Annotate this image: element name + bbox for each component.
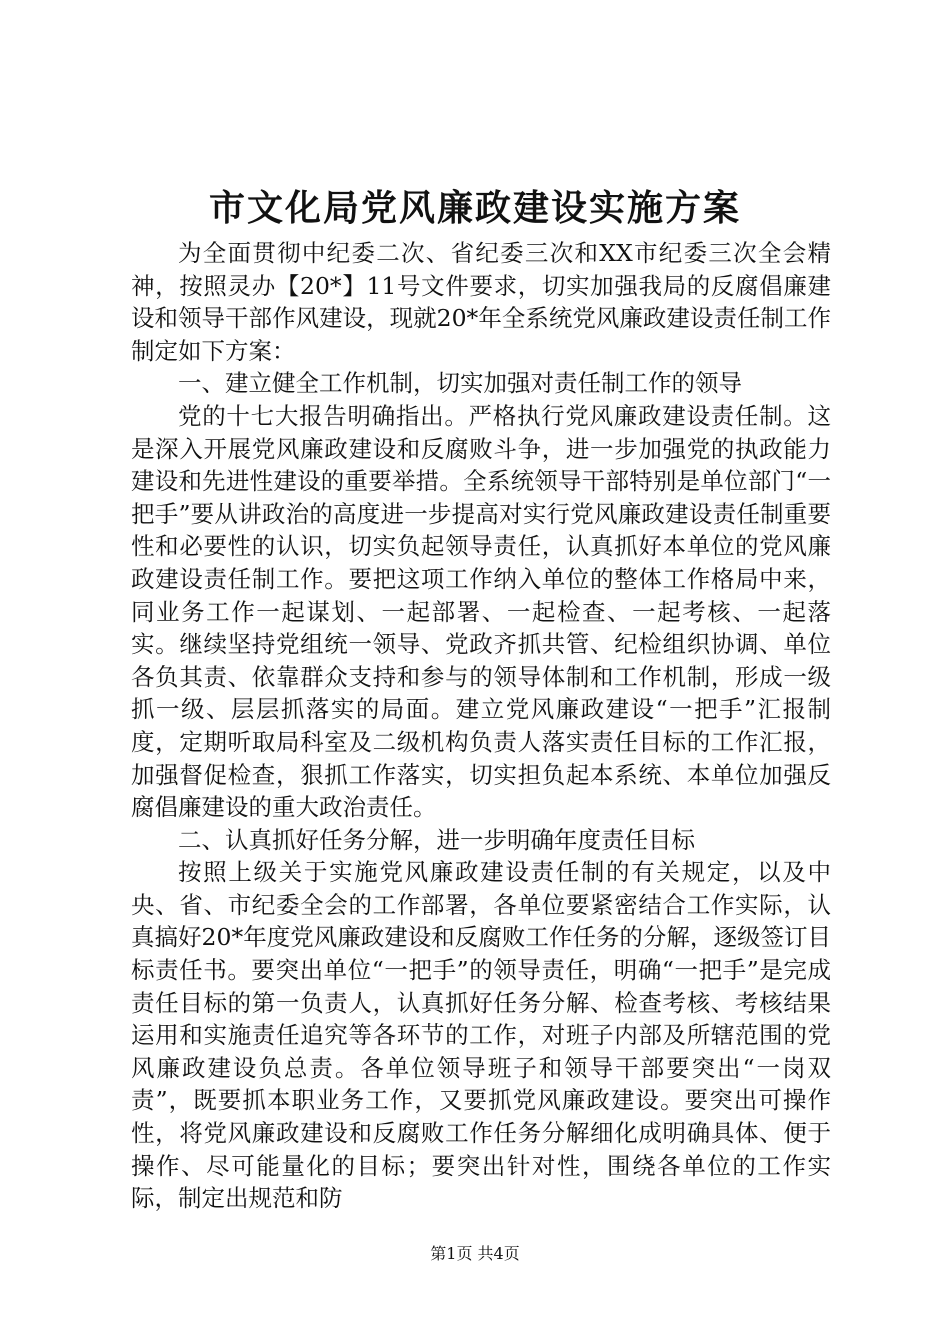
page-number-footer: 第1页 共4页 — [430, 1244, 520, 1263]
section-heading-2: 二、认真抓好任务分解，进一步明确年度责任目标 — [178, 825, 695, 854]
document-title: 市文化局党风廉政建设实施方案 — [208, 187, 741, 229]
section-heading-1: 一、建立健全工作机制，切实加强对责任制工作的领导 — [178, 369, 742, 398]
document-body — [131, 237, 831, 1215]
paragraph-section-1: 党的十七大报告明确指出。严格执行党风廉政建设责任制。这是深入开展党风廉政建设和反腐败斗争，进一步加强党的执政能力建设和先进性建设的重要举措。全系统领导干部特别是单位部门“一把手”要从讲政治的高度进一步提高对实行党风廉政建设责任制重要性和必要性的认识，切实负起领导责任，认真抓好本单位的党风廉政建设责任制工作。要把这项工作纳入单位的整体工作格局中来，同业务工作一起谋划、一起部署、一起检查、一起考核、一起落实。继续坚持党组统一领导、党政齐抓共管、纪检组织协调、单位各负其责、依靠群众支持和参与的领导体制和工作机制，形成一级抓一级、层层抓落实的局面。建立党风廉政建设“一把手”汇报制度，定期听取局科室及二级机构负责人落实责任目标的工作汇报，加强督促检查，狠抓工作落实，切实担负起本系统、本单位加强反腐倡廉建设的重大政治责任。 — [131, 401, 831, 822]
paragraph-section-2: 按照上级关于实施党风廉政建设责任制的有关规定，以及中央、省、市纪委全会的工作部署，各单位要紧密结合工作实际，认真搞好20*年度党风廉政建设和反腐败工作任务的分解，逐级签订目标责任书。要突出单位“一把手”的领导责任，明确“一把手”是完成责任目标的第一负责人，认真抓好任务分解、检查考核、考核结果运用和实施责任追究等各环节的工作，对班子内部及所辖范围的党风廉政建设负总责。各单位领导班子和领导干部要突出“一岗双责”，既要抓本职业务工作，又要抓党风廉政建设。要突出可操作性，将党风廉政建设和反腐败工作任务分解细化成明确具体、便于操作、尽可能量化的目标；要突出针对性，围绕各单位的工作实际，制定出规范和防 — [131, 858, 831, 1213]
paragraph-intro: 为全面贯彻中纪委二次、省纪委三次和XX市纪委三次全会精神，按照灵办【20*】11号文件要求，切实加强我局的反腐倡廉建设和领导干部作风建设，现就20*年全系统党风廉政建设责任制工作制定如下方案： — [131, 239, 831, 365]
